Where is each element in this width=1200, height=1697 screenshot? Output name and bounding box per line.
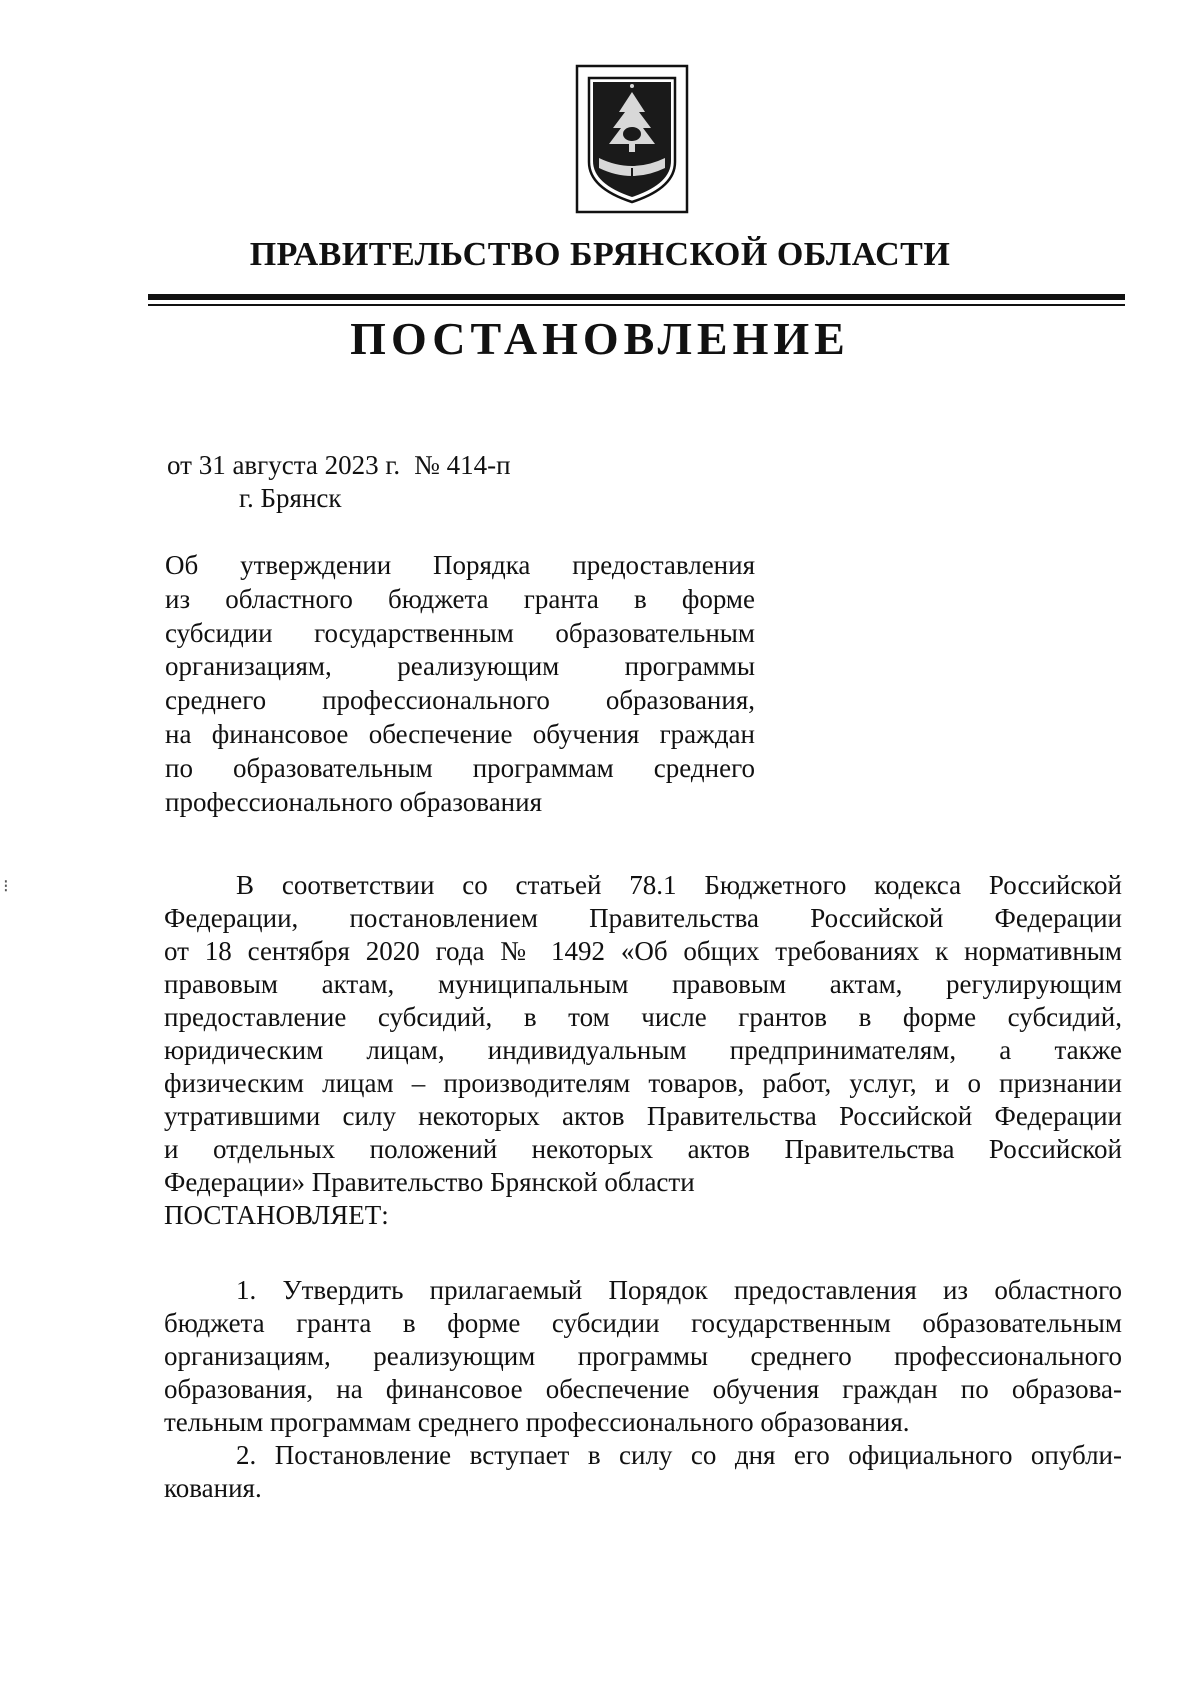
item-2-paragraph [164,1439,1122,1505]
body-line: предоставление субсидий, в том числе грантов в форме субсидий, [164,1002,1122,1032]
body-line: юридическим лицам, индивидуальным предпринимателям, а также [164,1035,1122,1065]
body-line: от 18 сентября 2020 года № 1492 «Об общих требованиях к нормативным [164,936,1122,966]
resolves-heading: ПОСТАНОВЛЯЕТ: [164,1200,389,1230]
subject-line: профессионального образования [165,786,542,817]
subject-line: по образовательным программам среднего [165,752,755,783]
government-title: ПРАВИТЕЛЬСТВО БРЯНСКОЙ ОБЛАСТИ [249,236,951,273]
body-line: образования, на финансовое обеспечение обучения граждан по образова- [164,1374,1122,1404]
body-line: правовым актам, муниципальным правовым актам, регулирующим [164,969,1122,999]
body-line: В соответствии со статьей 78.1 Бюджетного кодекса Российской [236,870,1122,900]
subject-line: Об утверждении Порядка предоставления [165,550,755,580]
document-body [164,869,1122,1505]
document-number: № 414-п [414,450,511,480]
body-line: утратившими силу некоторых актов Правительства Российской Федерации [164,1101,1122,1131]
header-rule-thick [148,294,1125,300]
subject-line: организациям, реализующим программы [165,651,755,682]
subject-line: среднего профессионального образования, [165,685,755,716]
header-rule-thin [148,304,1125,306]
document-city: г. Брянск [239,483,342,513]
body-line: 2. Постановление вступает в силу со дня его официального опубли- [236,1440,1122,1470]
body-line: физическим лицам – производителям товаров, работ, услуг, и о признании [164,1068,1122,1098]
preamble-paragraph [164,869,1122,1232]
document-date: от 31 августа 2023 г. [167,450,401,480]
body-line: Федерации, постановлением Правительства Российской Федерации [164,903,1122,933]
item-1-paragraph [164,1274,1122,1439]
body-line: и отдельных положений некоторых актов Правительства Российской [164,1134,1122,1164]
body-line: кования. [164,1473,262,1503]
body-line: бюджета гранта в форме субсидии государственным образовательным [164,1308,1122,1338]
body-line: тельным программам среднего профессионального образования. [164,1407,910,1437]
paragraph-gap [164,1232,1122,1274]
coat-of-arms-icon [575,64,689,214]
date-number-line [167,450,511,481]
document-subject [165,549,755,819]
margin-mark: ⁝ [3,876,9,896]
body-line: Федерации» Правительство Брянской области [164,1167,695,1197]
body-line: 1. Утвердить прилагаемый Порядок предоставления из областного [236,1275,1122,1305]
body-line: организациям, реализующим программы среднего профессионального [164,1341,1122,1371]
document-type: ПОСТАНОВЛЕНИЕ [350,313,850,364]
subject-line: на финансовое обеспечение обучения граждан [165,718,755,749]
subject-line: субсидии государственным образовательным [165,617,755,648]
subject-line: из областного бюджета гранта в форме [165,583,755,614]
